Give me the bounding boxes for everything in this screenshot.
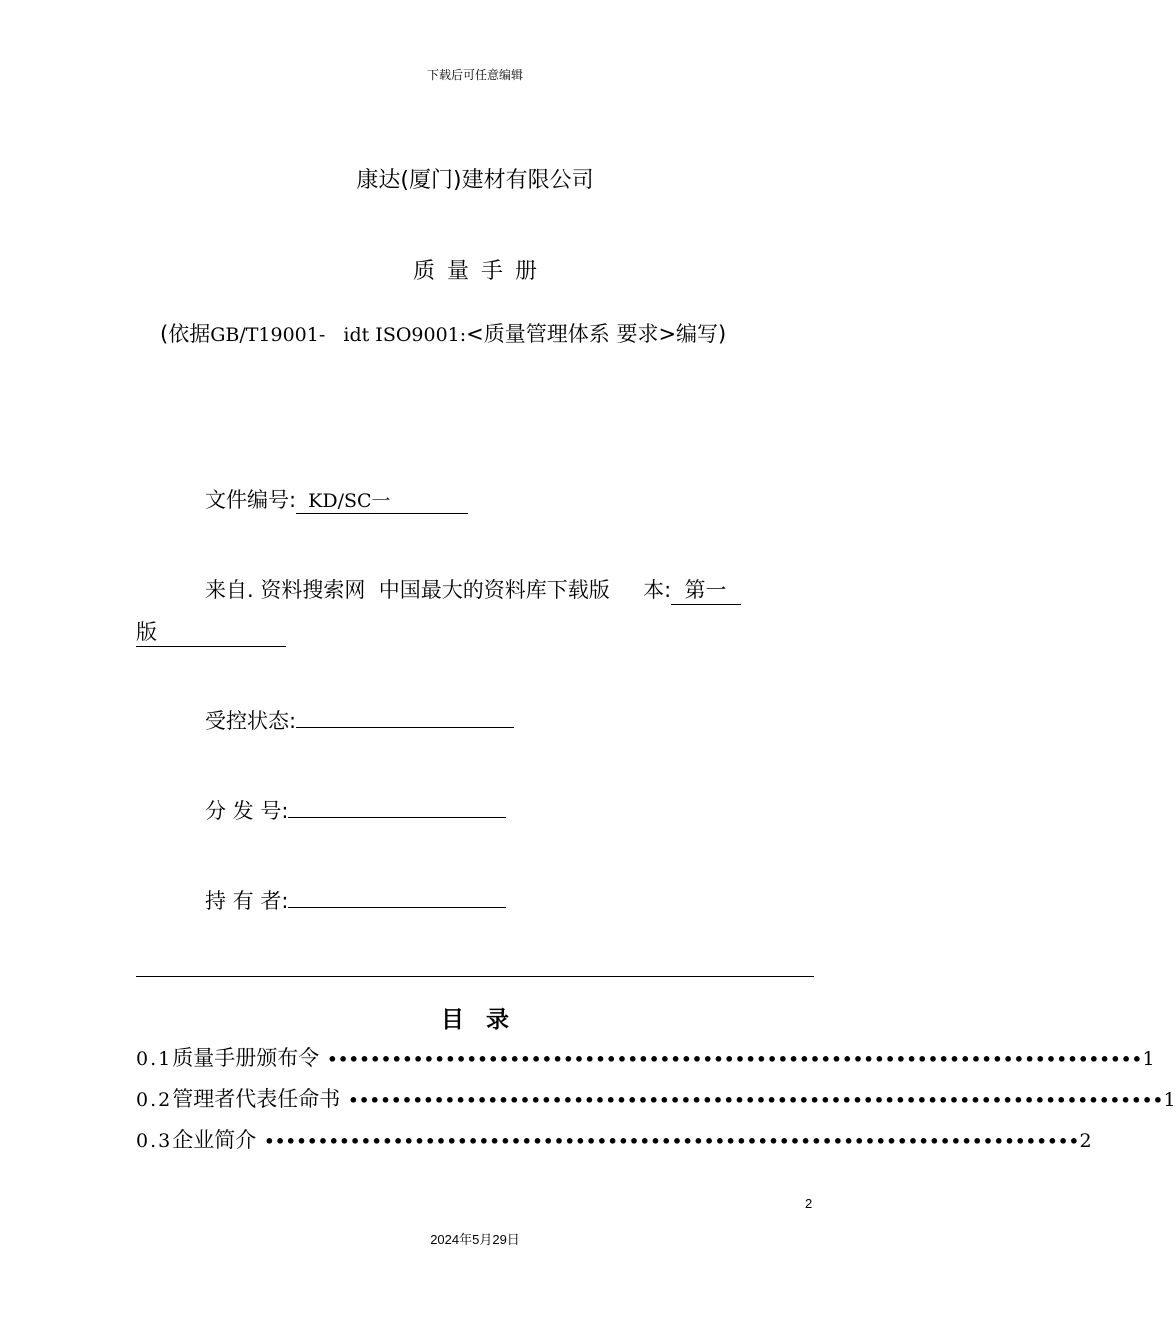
doc-number-label: 文件编号: xyxy=(205,488,297,512)
toc-item-title: 质量手册颁布令 xyxy=(172,1046,320,1070)
distribution-number-blank xyxy=(288,795,506,818)
holder-field xyxy=(205,885,506,915)
manual-title: 质量手册 xyxy=(412,259,549,284)
toc-leader-dots: •••••••••••••••••••••••••••••••••••••••••••••••••••••••••••••••••••••••••••• xyxy=(264,1132,1080,1151)
basis-standard: GB/T19001- idt ISO9001: xyxy=(210,324,467,346)
version-value: 第一 xyxy=(671,574,741,605)
toc-item-page: 1 xyxy=(1163,1089,1176,1111)
control-status-blank xyxy=(296,705,514,728)
version-label: 来自. 资料搜索网 中国最大的资料库下载版 本: xyxy=(205,578,672,602)
toc-item[interactable] xyxy=(136,1124,1092,1154)
control-status-label: 受控状态: xyxy=(205,709,297,733)
toc-item-title: 企业简介 xyxy=(172,1128,257,1152)
toc-item[interactable] xyxy=(136,1042,1155,1072)
holder-label: 持 有 者: xyxy=(205,889,289,913)
version-value-cont: 版 xyxy=(136,616,286,647)
holder-blank xyxy=(288,885,506,908)
control-status-field xyxy=(205,705,514,735)
doc-number-field xyxy=(205,484,468,514)
toc-item-page: 1 xyxy=(1142,1048,1155,1070)
version-field xyxy=(205,574,741,605)
toc-item-page: 2 xyxy=(1079,1130,1092,1152)
toc-title: 目录 xyxy=(441,1007,531,1033)
toc-item-number: 0.2 xyxy=(136,1089,173,1111)
toc-item-number: 0.1 xyxy=(136,1048,173,1070)
header-note: 下载后可任意编辑 xyxy=(426,68,523,82)
distribution-number-field xyxy=(205,795,506,825)
toc-leader-dots: •••••••••••••••••••••••••••••••••••••••••••••••••••••••••••••••••••••••••••• xyxy=(348,1091,1164,1110)
toc-leader-dots: •••••••••••••••••••••••••••••••••••••••••••••••••••••••••••••••••••••••••••• xyxy=(327,1050,1143,1069)
version-field-cont xyxy=(136,616,286,647)
doc-number-value: KD/SC一 xyxy=(296,486,468,514)
divider-rule xyxy=(136,976,814,977)
company-name: 康达(厦门)建材有限公司 xyxy=(356,168,594,193)
toc-item-title: 管理者代表任命书 xyxy=(172,1087,341,1111)
footer-date: 2024年5月29日 xyxy=(430,1232,520,1247)
basis-line xyxy=(160,318,726,348)
basis-prefix: (依据 xyxy=(160,322,211,346)
toc-item-number: 0.3 xyxy=(136,1130,173,1152)
distribution-number-label: 分 发 号: xyxy=(205,799,289,823)
toc-item[interactable] xyxy=(136,1083,1176,1113)
basis-suffix: <质量管理体系 要求>编写) xyxy=(466,322,727,346)
page-number: 2 xyxy=(805,1196,813,1211)
